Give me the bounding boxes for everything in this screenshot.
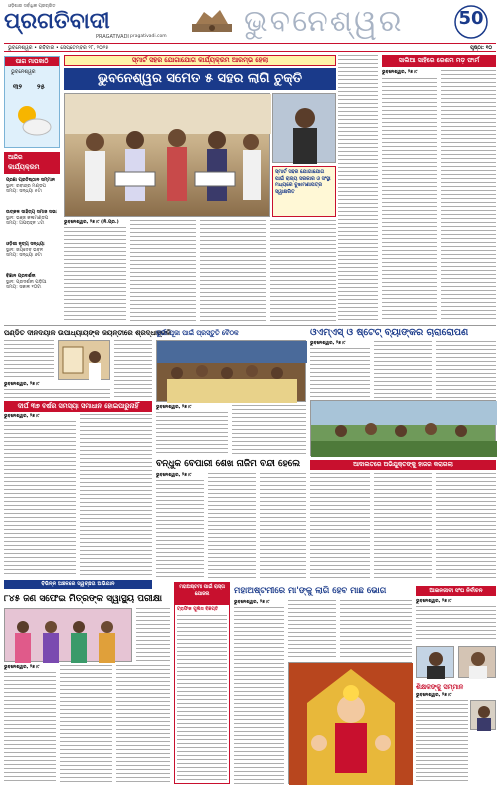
lead-photo xyxy=(64,93,270,217)
story5-byline: ଭୁବନେଶ୍ୱର, ୨୭।୯ xyxy=(310,341,346,346)
event-item xyxy=(6,210,60,240)
story5-headline: ଓଏମ୍‌ଏସ୍ ଓ ଷ୍ଟେଟ୍ ବ୍ୟାଙ୍କର ଚାରାରୋପଣ xyxy=(310,327,469,338)
story6-body-col1 xyxy=(156,480,204,578)
page-number: ପୃଷ୍ଠା: ୧୦ xyxy=(470,45,492,51)
story3-header xyxy=(4,401,152,412)
story7-headline: ଆଦାଲତରେ ଅଭିଯୁକ୍ତଙ୍କୁ ହାଜର କରାଗଲା xyxy=(353,461,453,468)
story3-body-col1 xyxy=(4,421,76,577)
right-story-byline: ଭୁବନେଶ୍ୱର, ୨୭।୯ xyxy=(382,70,418,75)
section-strip xyxy=(4,580,152,589)
story11-body-col1 xyxy=(416,700,468,784)
mid-box xyxy=(174,582,230,784)
story7-header xyxy=(310,460,496,470)
story6-body-col3 xyxy=(260,473,306,578)
story7-body-col1 xyxy=(310,473,370,578)
events-title: ଆଜିର xyxy=(8,154,23,161)
lead-body-col5 xyxy=(338,55,378,322)
story10-body xyxy=(416,606,496,642)
event-place: ସ୍ଥାନ: ପ୍ରଦର୍ଶନୀ ପଡ଼ିଆ xyxy=(6,279,47,285)
story3-headline: ଦୀର୍ଘ ୩୭ ବର୍ଷର ସମସ୍ୟା ସମାଧାନ ହୋଇପାରୁନାହିଁ xyxy=(17,402,139,410)
masthead-english: PRAGATIVADI xyxy=(96,34,129,40)
right-story-headline: ସାଲିଆ ସାହିରେ ରେଶମ ମଡ଼ ଫାର୍ମ xyxy=(398,57,480,64)
story9-headline: ମହାଅଷ୍ଟମୀରେ ମା'ଙ୍କୁ ଲାଗି ହେବ ମାଛ ଭୋଗ xyxy=(234,586,387,596)
masthead xyxy=(0,0,500,52)
story9-body-col3 xyxy=(340,600,412,660)
story2-body-col1 xyxy=(4,340,54,378)
strip-text: ବିଭିନ୍ନ ଅଞ୍ଚଳରେ ସ୍ୱଚ୍ଛତା ଅଭିଯାନ xyxy=(41,581,115,587)
story4-photo xyxy=(156,340,306,402)
event-title: ଉତ୍କଳ ସାହିତ୍ୟ ସମାଜ ସଭା xyxy=(6,210,57,215)
event-place: ସ୍ଥାନ: ରବୀନ୍ଦ୍ର ମଣ୍ଡପ xyxy=(6,183,46,189)
lead-body-col2 xyxy=(130,220,196,322)
anniversary-logo xyxy=(448,4,494,40)
story2-photo xyxy=(58,340,110,380)
masthead-title: ପ୍ରଗତିବାଦୀ xyxy=(4,8,110,34)
right-story-col1 xyxy=(382,78,437,322)
event-place: ସ୍ଥାନ: ଜୟଦେବ ଭବନ xyxy=(6,247,44,253)
story6-byline: ଭୁବନେଶ୍ୱର, ୨୭।୯ xyxy=(156,473,192,478)
story7-body-col3 xyxy=(436,473,496,578)
event-time: ସମୟ: ଅପରାହ୍ନ ୪ଟା xyxy=(6,221,45,227)
story8-photo xyxy=(4,608,132,662)
lead-body-col4 xyxy=(270,220,336,322)
lead-side-photo xyxy=(272,93,336,163)
story4-byline: ଭୁବନେଶ୍ୱର, ୨୭।୯ xyxy=(156,405,192,410)
story10-byline: ଭୁବନେଶ୍ୱର, ୨୭।୯ xyxy=(416,599,452,604)
event-item xyxy=(6,274,60,304)
story11-photo xyxy=(470,700,496,730)
story4-body-col2 xyxy=(232,405,306,454)
date-bar xyxy=(4,43,496,52)
lead-body-col1 xyxy=(64,227,126,322)
event-item xyxy=(6,242,60,272)
story5-body-col2 xyxy=(374,341,432,398)
event-item xyxy=(6,178,60,208)
event-time: ସମୟ: ସନ୍ଧ୍ୟା ୫ଟା xyxy=(6,189,42,195)
event-title: ବିଜ୍ଞାନ ପ୍ରଦର୍ଶନୀ xyxy=(6,274,36,279)
story4-body-col1 xyxy=(156,412,228,454)
right-story-col2 xyxy=(441,70,496,322)
lead-headline xyxy=(64,68,336,90)
anniversary-number: 50 xyxy=(458,8,484,29)
event-time: ସମୟ: ସନ୍ଧ୍ୟା ୬ଟା xyxy=(6,253,42,259)
story8-body-col2 xyxy=(60,665,112,784)
mid-box-subtitle: ଟ୍ରାଫିକ ପୁଲିସ ବିଜ୍ଞପ୍ତି xyxy=(177,607,219,612)
story2-byline: ଭୁବନେଶ୍ୱର, ୨୭।୯ xyxy=(4,382,40,387)
event-title: ଓଡ଼ିଶୀ ନୃତ୍ୟ ସନ୍ଧ୍ୟା xyxy=(6,242,45,247)
story5-photo xyxy=(310,400,496,456)
mid-box-body xyxy=(177,615,227,781)
story8-body-col3 xyxy=(116,665,170,784)
story10-photo-2 xyxy=(458,646,496,678)
date-line: ଭୁବନେଶ୍ୱର • ରବିବାର • ସେପ୍ଟେମ୍ବର ୨୮, ୨୦୨୫ xyxy=(8,45,109,51)
story2-body-col2 xyxy=(114,340,152,398)
weather-city: ଭୁବନେଶ୍ୱର xyxy=(11,69,36,75)
story4-headline: ଦୁର୍ଗା ପୂଜା ପାଇଁ ପ୍ରସ୍ତୁତି ବୈଠକ xyxy=(156,329,239,337)
mid-box-title: ମହାଅଷ୍ଟମୀ ପାଇଁ ରାସ୍ତା ଯୋଜନା xyxy=(175,583,229,605)
event-place: ସ୍ଥାନ: ଭଞ୍ଜ କଳାମଣ୍ଡପ xyxy=(6,215,49,221)
lead-headline-text: ଭୁବନେଶ୍ୱର ସମେତ ୫ ସହର ଲାଗି ଚୁକ୍ତି xyxy=(97,71,303,86)
masthead-tagline: ଓଡ଼ିଶାର ସର୍ବାଧିକ ପ୍ରଚାରିତ xyxy=(8,4,56,9)
story3-byline: ଭୁବନେଶ୍ୱର, ୨୭।୯ xyxy=(4,414,40,419)
story2-body-col3 xyxy=(4,389,110,399)
story5-body-col3 xyxy=(436,341,496,398)
events-box xyxy=(4,152,60,306)
masthead-website: pragativadi.com xyxy=(130,34,167,39)
story10-header xyxy=(416,586,496,596)
story6-headline: ବନ୍ଧୁକ ବେପାରୀ ଶେଖ ନାଜିମ ବନ୍ଦୀ ହେଲେ xyxy=(156,459,301,469)
lead-body-col3 xyxy=(200,220,266,322)
story8-body-col1 xyxy=(4,672,56,784)
story9-byline: ଭୁବନେଶ୍ୱର, ୨୭।୯ xyxy=(234,600,270,605)
story8-headline: ୮୪୫ ଜଣ ସଫେଇ ମିତ୍ରଙ୍କ ସ୍ୱାସ୍ଥ୍ୟ ପରୀକ୍ଷା xyxy=(4,594,163,604)
lead-byline: ଭୁବନେଶ୍ୱର, ୨୭।୯ (ନି.ପ୍ର.) xyxy=(64,220,119,225)
sun-cloud-icon xyxy=(13,101,53,141)
story11-headline: ଶିକ୍ଷକଙ୍କୁ ସମ୍ମାନ xyxy=(416,683,464,691)
story8-byline: ଭୁବନେଶ୍ୱର, ୨୭।୯ xyxy=(4,665,40,670)
story9-body-col2 xyxy=(288,600,336,660)
lead-kicker xyxy=(64,55,336,66)
story8-body-col0 xyxy=(136,608,170,662)
story5-body-col1 xyxy=(310,348,370,398)
event-time: ସମୟ: ସକାଳ ୧୦ଟା xyxy=(6,285,42,291)
weather-min: ୨୫ xyxy=(37,83,45,91)
weather-box xyxy=(4,56,60,148)
story3-body-col2 xyxy=(80,414,152,577)
weather-title: ପାଗ ମାପକାଠି xyxy=(5,57,59,66)
events-subtitle: କାର୍ଯ୍ୟକ୍ରମ xyxy=(8,163,40,171)
konark-logo xyxy=(190,6,234,34)
lead-kicker-text: ସ୍ମାର୍ଟ ସହର ଯୋଗାଯୋଗ କାର୍ଯ୍ୟକ୍ରମ ଆରମ୍ଭ ହେଲା xyxy=(131,56,269,64)
durga-idol-photo xyxy=(288,662,412,784)
story11-byline: ଭୁବନେଶ୍ୱର, ୨୭।୯ xyxy=(416,693,452,698)
story9-body-col1 xyxy=(234,607,284,784)
story10-headline: ଆଇନଜୀବୀ ସଂଘ ନିର୍ବାଚନ xyxy=(429,588,483,594)
story10-photo xyxy=(416,646,454,678)
right-story-header xyxy=(382,55,496,67)
pull-quote xyxy=(272,166,336,217)
story7-body-col2 xyxy=(374,473,432,578)
weather-max: ୩୨ xyxy=(13,83,22,91)
story6-body-col2 xyxy=(208,473,256,578)
events-header xyxy=(4,152,60,174)
edition-name: ଭୁବନେଶ୍ୱର xyxy=(244,4,404,39)
story2-headline: ପଣ୍ଡିତ ଦୀନଦୟାଳ ଉପାଧ୍ୟାୟଙ୍କ ଜୟନ୍ତୀରେ ଶ୍ରଦ୍ଧାଞ୍ଜଳି xyxy=(4,329,172,337)
pull-quote-text: ସ୍ମାର୍ଟ ସହର ଯୋଗାଯୋଗ ପାଇଁ ରାଜ୍ୟ ସରକାର ଓ ସଂସ୍ଥା ମଧ୍ୟରେ ବୁଝାମଣାପତ୍ର ସ୍ୱାକ୍ଷରିତ xyxy=(275,169,331,195)
event-title: ପ୍ରଜ୍ଞା ପ୍ରତିଷ୍ଠାନ ସମ୍ମାନ xyxy=(6,178,56,183)
